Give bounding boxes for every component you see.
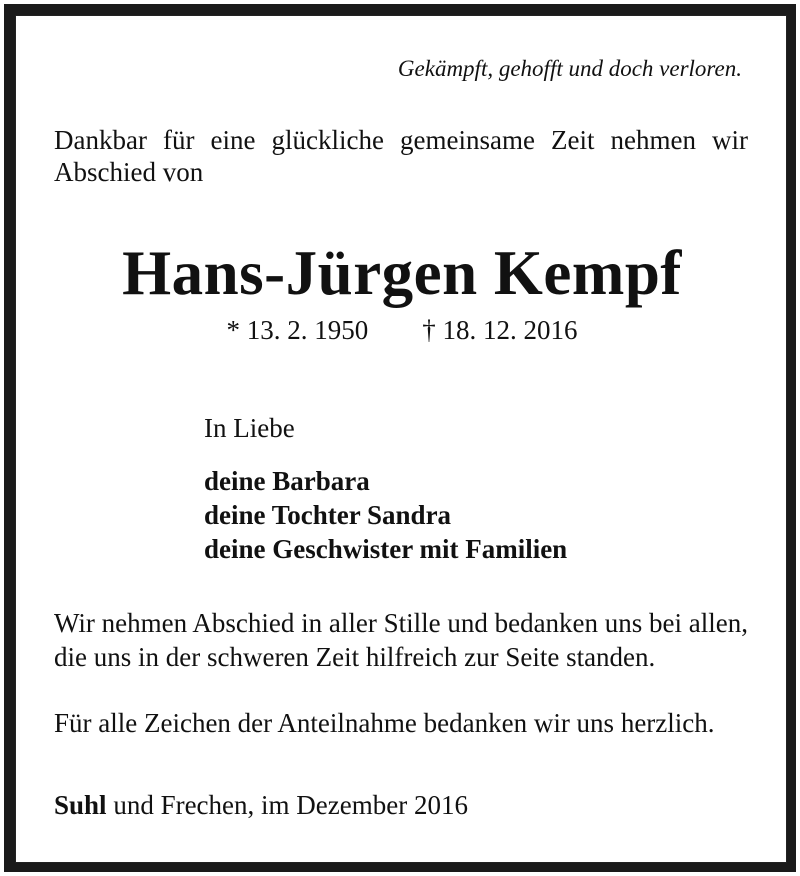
mourner-name: deine Barbara <box>204 466 370 496</box>
deceased-name: Hans-Jürgen Kempf <box>122 238 682 308</box>
life-dates: * 13. 2. 1950 † 18. 12. 2016 <box>226 315 578 345</box>
motto: Gekämpft, gehofft und doch verloren. <box>397 56 742 81</box>
place-date-line <box>54 788 468 822</box>
thanks-paragraph: Wir nehmen Abschied in aller Stille und bedanken uns bei allen, die uns in der schweren Zeit hilfreich zur Seite standen. <box>54 608 748 672</box>
thanks-paragraph: Für alle Zeichen der Anteilnahme bedanken wir uns herzlich. <box>54 708 715 738</box>
place-date-rest: und Frechen, im Dezember 2016 <box>106 790 468 820</box>
notice-frame <box>4 4 796 872</box>
place-name: Suhl <box>54 790 107 820</box>
mourners-list <box>204 464 567 566</box>
intro-text: Dankbar für eine glückliche gemeinsame Zeit nehmen wir Abschied von <box>54 125 748 187</box>
mourners-intro: In Liebe <box>204 413 295 443</box>
notice-body <box>15 15 787 863</box>
mourner-name: deine Geschwister mit Familien <box>204 534 568 564</box>
mourner-name: deine Tochter Sandra <box>204 500 452 530</box>
